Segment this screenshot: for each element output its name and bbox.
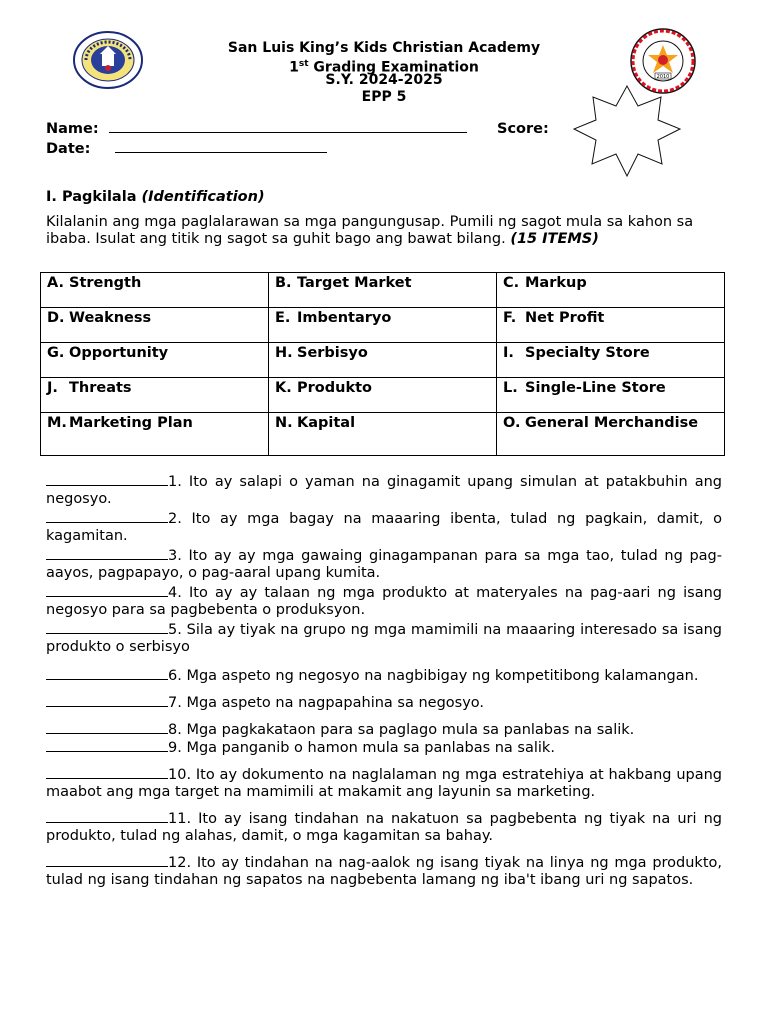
choice-text: Specialty Store (525, 345, 650, 361)
score-label: Score: (497, 121, 549, 137)
choice-text: Marketing Plan (69, 415, 193, 431)
choice-text: Single-Line Store (525, 380, 666, 396)
choice-cell (497, 413, 725, 456)
choice-cell (41, 343, 269, 378)
choice-letter: J. (47, 380, 58, 396)
choice-cell (269, 343, 497, 378)
question-item (46, 667, 722, 685)
choice-text: Weakness (69, 310, 152, 326)
question-item (46, 621, 722, 656)
choice-letter: M. (47, 415, 67, 431)
question-text: 6. Mga aspeto ng negosyo na nagbibigay ng kompetitibong kalamangan. (168, 668, 699, 684)
question-item (46, 547, 722, 582)
school-name: San Luis King’s Kids Christian Academy (227, 40, 541, 56)
choice-text: Target Market (297, 275, 412, 291)
choice-text: Threats (69, 380, 132, 396)
choices-row (41, 273, 725, 308)
answer-blank[interactable] (46, 473, 168, 486)
choice-text: Serbisyo (297, 345, 368, 361)
score-star-box[interactable] (572, 84, 682, 178)
choices-row (41, 343, 725, 378)
choice-cell (497, 308, 725, 343)
choice-text: Net Profit (525, 310, 605, 326)
choice-letter: F. (503, 310, 517, 326)
question-text: 5. Sila ay tiyak na grupo ng mga mamimili na maaaring interesado sa isang produkto o serbisyo (46, 622, 722, 655)
choice-letter: D. (47, 310, 65, 326)
choice-text: Strength (69, 275, 142, 291)
choice-cell (269, 308, 497, 343)
question-text: 12. Ito ay tindahan na nag-aalok ng isang tiyak na linya ng mga produkto, tulad ng isang tindahan ng sapatos na nagbebenta lamang ng iba't ibang uri ng sapatos. (46, 855, 722, 888)
choice-letter: E. (275, 310, 291, 326)
choice-letter: I. (503, 345, 514, 361)
score-row (497, 121, 549, 137)
question-text: 2. Ito ay mga bagay na maaaring ibenta, tulad ng pagkain, damit, o kagamitan. (46, 511, 722, 544)
question-item (46, 739, 722, 757)
answer-blank[interactable] (46, 621, 168, 634)
choice-cell (269, 378, 497, 413)
choice-letter: N. (275, 415, 293, 431)
choice-letter: K. (275, 380, 292, 396)
choice-letter: H. (275, 345, 293, 361)
choice-cell (41, 308, 269, 343)
question-item (46, 766, 722, 801)
choice-cell (497, 343, 725, 378)
choice-text: Kapital (297, 415, 356, 431)
choice-letter: G. (47, 345, 65, 361)
choice-letter: A. (47, 275, 64, 291)
instructions-text: Kilalanin ang mga paglalarawan sa mga pangungusap. Pumili ng sagot mula sa kahon sa ibaba. Isulat ang titik ng sagot sa guhit bago ang bawat bilang. (46, 214, 694, 247)
name-label: Name: (46, 121, 99, 137)
choice-text: General Merchandise (525, 415, 699, 431)
choice-text: Opportunity (69, 345, 169, 361)
question-text: 11. Ito ay isang tindahan na nakatuon sa pagbebenta ng tiyak na uri ng produkto, tulad ng alahas, damit, o mga kagamitan sa bahay. (46, 811, 722, 844)
section-title-prefix: I. Pagkilala (46, 189, 142, 205)
question-item (46, 510, 722, 545)
choice-text: Produkto (297, 380, 372, 396)
answer-blank[interactable] (46, 810, 168, 823)
question-text: 10. Ito ay dokumento na naglalaman ng mga estratehiya at hakbang upang maabot ang mga target na mamimili at makamit ang layunin sa marketing. (46, 767, 722, 800)
question-item (46, 810, 722, 845)
choice-cell (269, 413, 497, 456)
choices-row (41, 308, 725, 343)
choices-row (41, 413, 725, 456)
choice-cell (41, 273, 269, 308)
answer-blank[interactable] (46, 766, 168, 779)
choice-cell (497, 378, 725, 413)
choice-text: Markup (525, 275, 587, 291)
choice-cell (497, 273, 725, 308)
question-item (46, 694, 722, 712)
name-field[interactable] (109, 132, 467, 133)
answer-blank[interactable] (46, 694, 168, 707)
question-text: 4. Ito ay ay talaan ng mga produkto at materyales na pag-aari ng isang negosyo para sa pagbebenta o produksyon. (46, 585, 722, 618)
date-row (46, 141, 327, 157)
choice-cell (41, 413, 269, 456)
answer-blank[interactable] (46, 854, 168, 867)
answer-blank[interactable] (46, 547, 168, 560)
answer-blank[interactable] (46, 584, 168, 597)
answer-blank[interactable] (46, 739, 168, 752)
question-text: 7. Mga aspeto na nagpapahina sa negosyo. (168, 695, 485, 711)
choice-letter: B. (275, 275, 292, 291)
choice-letter: O. (503, 415, 521, 431)
question-text: 8. Mga pagkakataon para sa paglago mula sa panlabas na salik. (168, 722, 635, 738)
answer-blank[interactable] (46, 721, 168, 734)
choice-text: Imbentaryo (297, 310, 392, 326)
choice-letter: L. (503, 380, 518, 396)
choices-table (40, 272, 725, 456)
school-year: S.Y. 2024-2025 (325, 72, 443, 88)
instructions-items-count: (15 ITEMS) (510, 231, 599, 247)
question-item (46, 854, 722, 889)
grading-prefix: 1 (289, 59, 299, 76)
subject: EPP 5 (361, 89, 407, 105)
question-item (46, 584, 722, 619)
school-seal-year: 2010 (656, 74, 670, 80)
choices-row (41, 378, 725, 413)
items-list (46, 473, 722, 889)
grading-suffix: Grading Examination (308, 59, 479, 76)
section-title-italic: (Identification) (141, 189, 265, 205)
choice-cell (269, 273, 497, 308)
choice-letter: C. (503, 275, 520, 291)
grading-sup: st (298, 59, 309, 69)
instructions (46, 214, 726, 248)
answer-blank[interactable] (46, 510, 168, 523)
question-item (46, 473, 722, 508)
question-text: 3. Ito ay ay mga gawaing ginagampanan para sa mga tao, tulad ng pag-aayos, pagpapayo, o pag-aaral upang kumita. (46, 548, 722, 581)
question-text: 1. Ito ay salapi o yaman na ginagamit upang simulan at patakbuhin ang negosyo. (46, 474, 722, 507)
name-row (46, 121, 467, 137)
section-title (46, 189, 265, 205)
choice-cell (41, 378, 269, 413)
answer-blank[interactable] (46, 667, 168, 680)
question-text: 9. Mga panganib o hamon mula sa panlabas na salik. (168, 740, 555, 756)
question-item (46, 721, 722, 739)
date-field[interactable] (115, 152, 327, 153)
date-label: Date: (46, 141, 91, 157)
